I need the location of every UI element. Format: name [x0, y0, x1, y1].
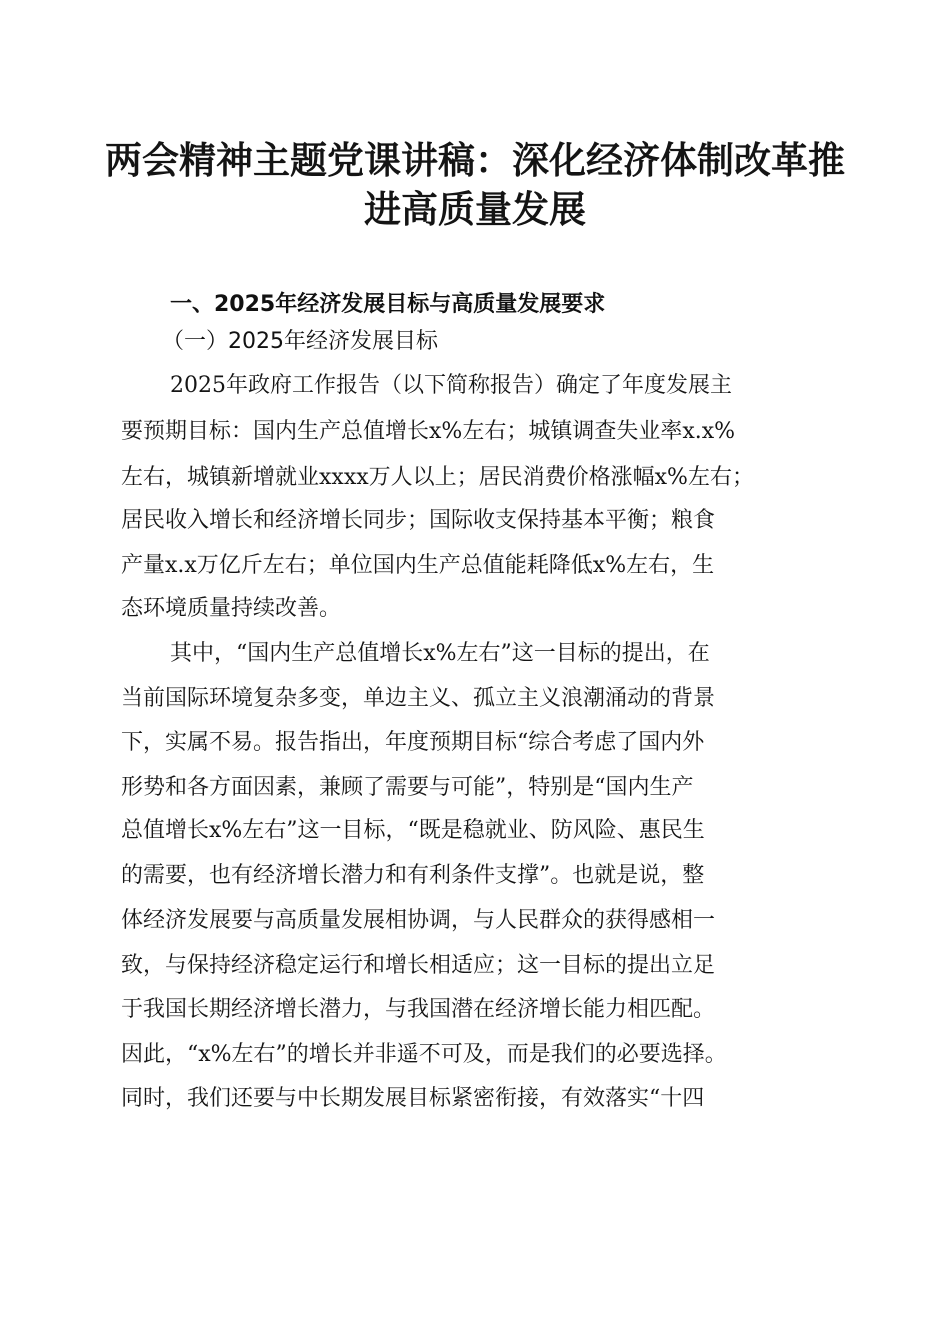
paragraph-2-line: 形势和各方面因素，兼顾了需要与可能”，特别是“国内生产 — [121, 775, 694, 800]
paragraph-2-line: 体经济发展要与高质量发展相协调，与人民群众的获得感相一 — [121, 908, 716, 933]
paragraph-2-line: 当前国际环境复杂多变，单边主义、孤立主义浪潮涌动的背景 — [121, 686, 716, 711]
paragraph-2-line: 因此，“x%左右”的增长并非遥不可及，而是我们的必要选择。 — [121, 1042, 727, 1067]
section-heading-1: 一、2025年经济发展目标与高质量发展要求 — [170, 292, 606, 317]
paragraph-2-line: 于我国长期经济增长潜力，与我国潜在经济增长能力相匹配。 — [121, 997, 716, 1022]
paragraph-1-line: 2025年政府工作报告（以下简称报告）确定了年度发展主 — [170, 373, 732, 398]
paragraph-2-line: 的需要，也有经济增长潜力和有利条件支撑”。也就是说，整 — [121, 863, 705, 888]
paragraph-2-line: 下，实属不易。报告指出，年度预期目标“综合考虑了国内外 — [121, 730, 705, 755]
paragraph-2-line: 致，与保持经济稳定运行和增长相适应；这一目标的提出立足 — [121, 953, 716, 978]
subsection-heading-1: （一）2025年经济发展目标 — [162, 329, 438, 354]
paragraph-2-line: 同时，我们还要与中长期发展目标紧密衔接，有效落实“十四 — [121, 1086, 705, 1111]
paragraph-2-line: 其中，“国内生产总值增长x%左右”这一目标的提出，在 — [170, 641, 710, 666]
paragraph-2-line: 总值增长x%左右”这一目标，“既是稳就业、防风险、惠民生 — [121, 818, 705, 843]
paragraph-1-line: 态环境质量持续改善。 — [121, 596, 342, 621]
document-title-line-2: 进高质量发展 — [364, 187, 586, 231]
document-title-line-1: 两会精神主题党课讲稿：深化经济体制改革推 — [105, 138, 845, 182]
paragraph-1-line: 左右，城镇新增就业xxxx万人以上；居民消费价格涨幅x%左右； — [121, 465, 754, 490]
paragraph-1-line: 产量x.x万亿斤左右；单位国内生产总值能耗降低x%左右，生 — [121, 553, 715, 578]
paragraph-1-line: 要预期目标：国内生产总值增长x%左右；城镇调查失业率x.x% — [121, 419, 736, 444]
paragraph-1-line: 居民收入增长和经济增长同步；国际收支保持基本平衡；粮食 — [121, 508, 716, 533]
